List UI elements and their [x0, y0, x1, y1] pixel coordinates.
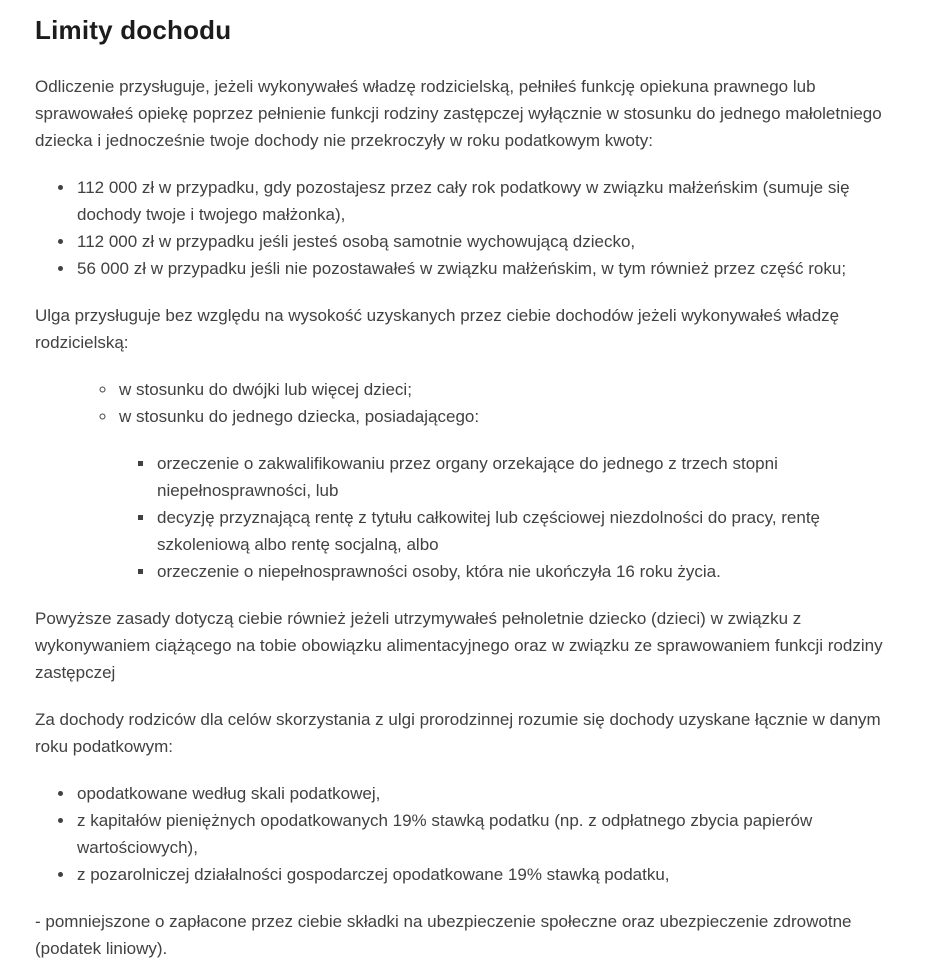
- page-title: Limity dochodu: [35, 15, 232, 45]
- parents-income-paragraph: Za dochody rodziców dla celów skorzystania z ulgi prorodzinnej rozumie się dochody uzyskane łącznie w danym roku podatkowym:: [35, 709, 881, 756]
- income-limits-list: [35, 174, 886, 282]
- deduction-note-paragraph: - pomniejszone o zapłacone przez ciebie składki na ubezpieczenie społeczne oraz ubezpieczenie zdrowotne (podatek liniowy).: [35, 911, 852, 958]
- list-item: • 112 000 zł w przypadku jeśli jesteś osobą samotnie wychowującą dziecko,: [75, 228, 886, 255]
- children-conditions-list: [35, 376, 886, 430]
- list-item: • z pozarolniczej działalności gospodarczej opodatkowane 19% stawką podatku,: [75, 861, 886, 888]
- income-types-list: [35, 780, 886, 888]
- adult-child-paragraph: Powyższe zasady dotyczą ciebie również jeżeli utrzymywałeś pełnoletnie dziecko (dzieci) w związku z wykonywaniem ciążącego na tobie obowiązku alimentacyjnego oraz w związku ze sprawowaniem funkcji rodziny zastępczej: [35, 608, 883, 682]
- intro-paragraph: Odliczenie przysługuje, jeżeli wykonywałeś władzę rodzicielską, pełniłeś funkcję opiekuna prawnego lub sprawowałeś opiekę poprzez pełnienie funkcji rodziny zastępczej wyłącznie w stosunku do jednego małoletniego dziecka i jednocześnie twoje dochody nie przekroczyły w roku podatkowym kwoty:: [35, 76, 882, 150]
- list-item: • z kapitałów pieniężnych opodatkowanych 19% stawką podatku (np. z odpłatnego zbycia papierów wartościowych),: [75, 807, 886, 861]
- list-item: ▪ decyzję przyznającą rentę z tytułu całkowitej lub częściowej niezdolności do pracy, rentę szkoleniową albo rentę socjalną, albo: [155, 504, 886, 558]
- relief-conditions-paragraph: Ulga przysługuje bez względu na wysokość uzyskanych przez ciebie dochodów jeżeli wykonywałeś władzę rodzicielską:: [35, 305, 840, 352]
- list-item: • opodatkowane według skali podatkowej,: [75, 780, 886, 807]
- list-item: ▪ orzeczenie o niepełnosprawności osoby, która nie ukończyła 16 roku życia.: [155, 558, 886, 585]
- list-item: • 112 000 zł w przypadku, gdy pozostajesz przez cały rok podatkowy w związku małżeńskim (sumuje się dochody twoje i twojego małżonka),: [75, 174, 886, 228]
- list-item: ▪ orzeczenie o zakwalifikowaniu przez organy orzekające do jednego z trzech stopni niepełnosprawności, lub: [155, 450, 886, 504]
- list-item: ◦ w stosunku do dwójki lub więcej dzieci;: [117, 376, 886, 403]
- list-item: • 56 000 zł w przypadku jeśli nie pozostawałeś w związku małżeńskim, w tym również przez część roku;: [75, 255, 886, 282]
- list-item: ◦ w stosunku do jednego dziecka, posiadającego:: [117, 403, 886, 430]
- disability-certificates-list: [35, 450, 886, 585]
